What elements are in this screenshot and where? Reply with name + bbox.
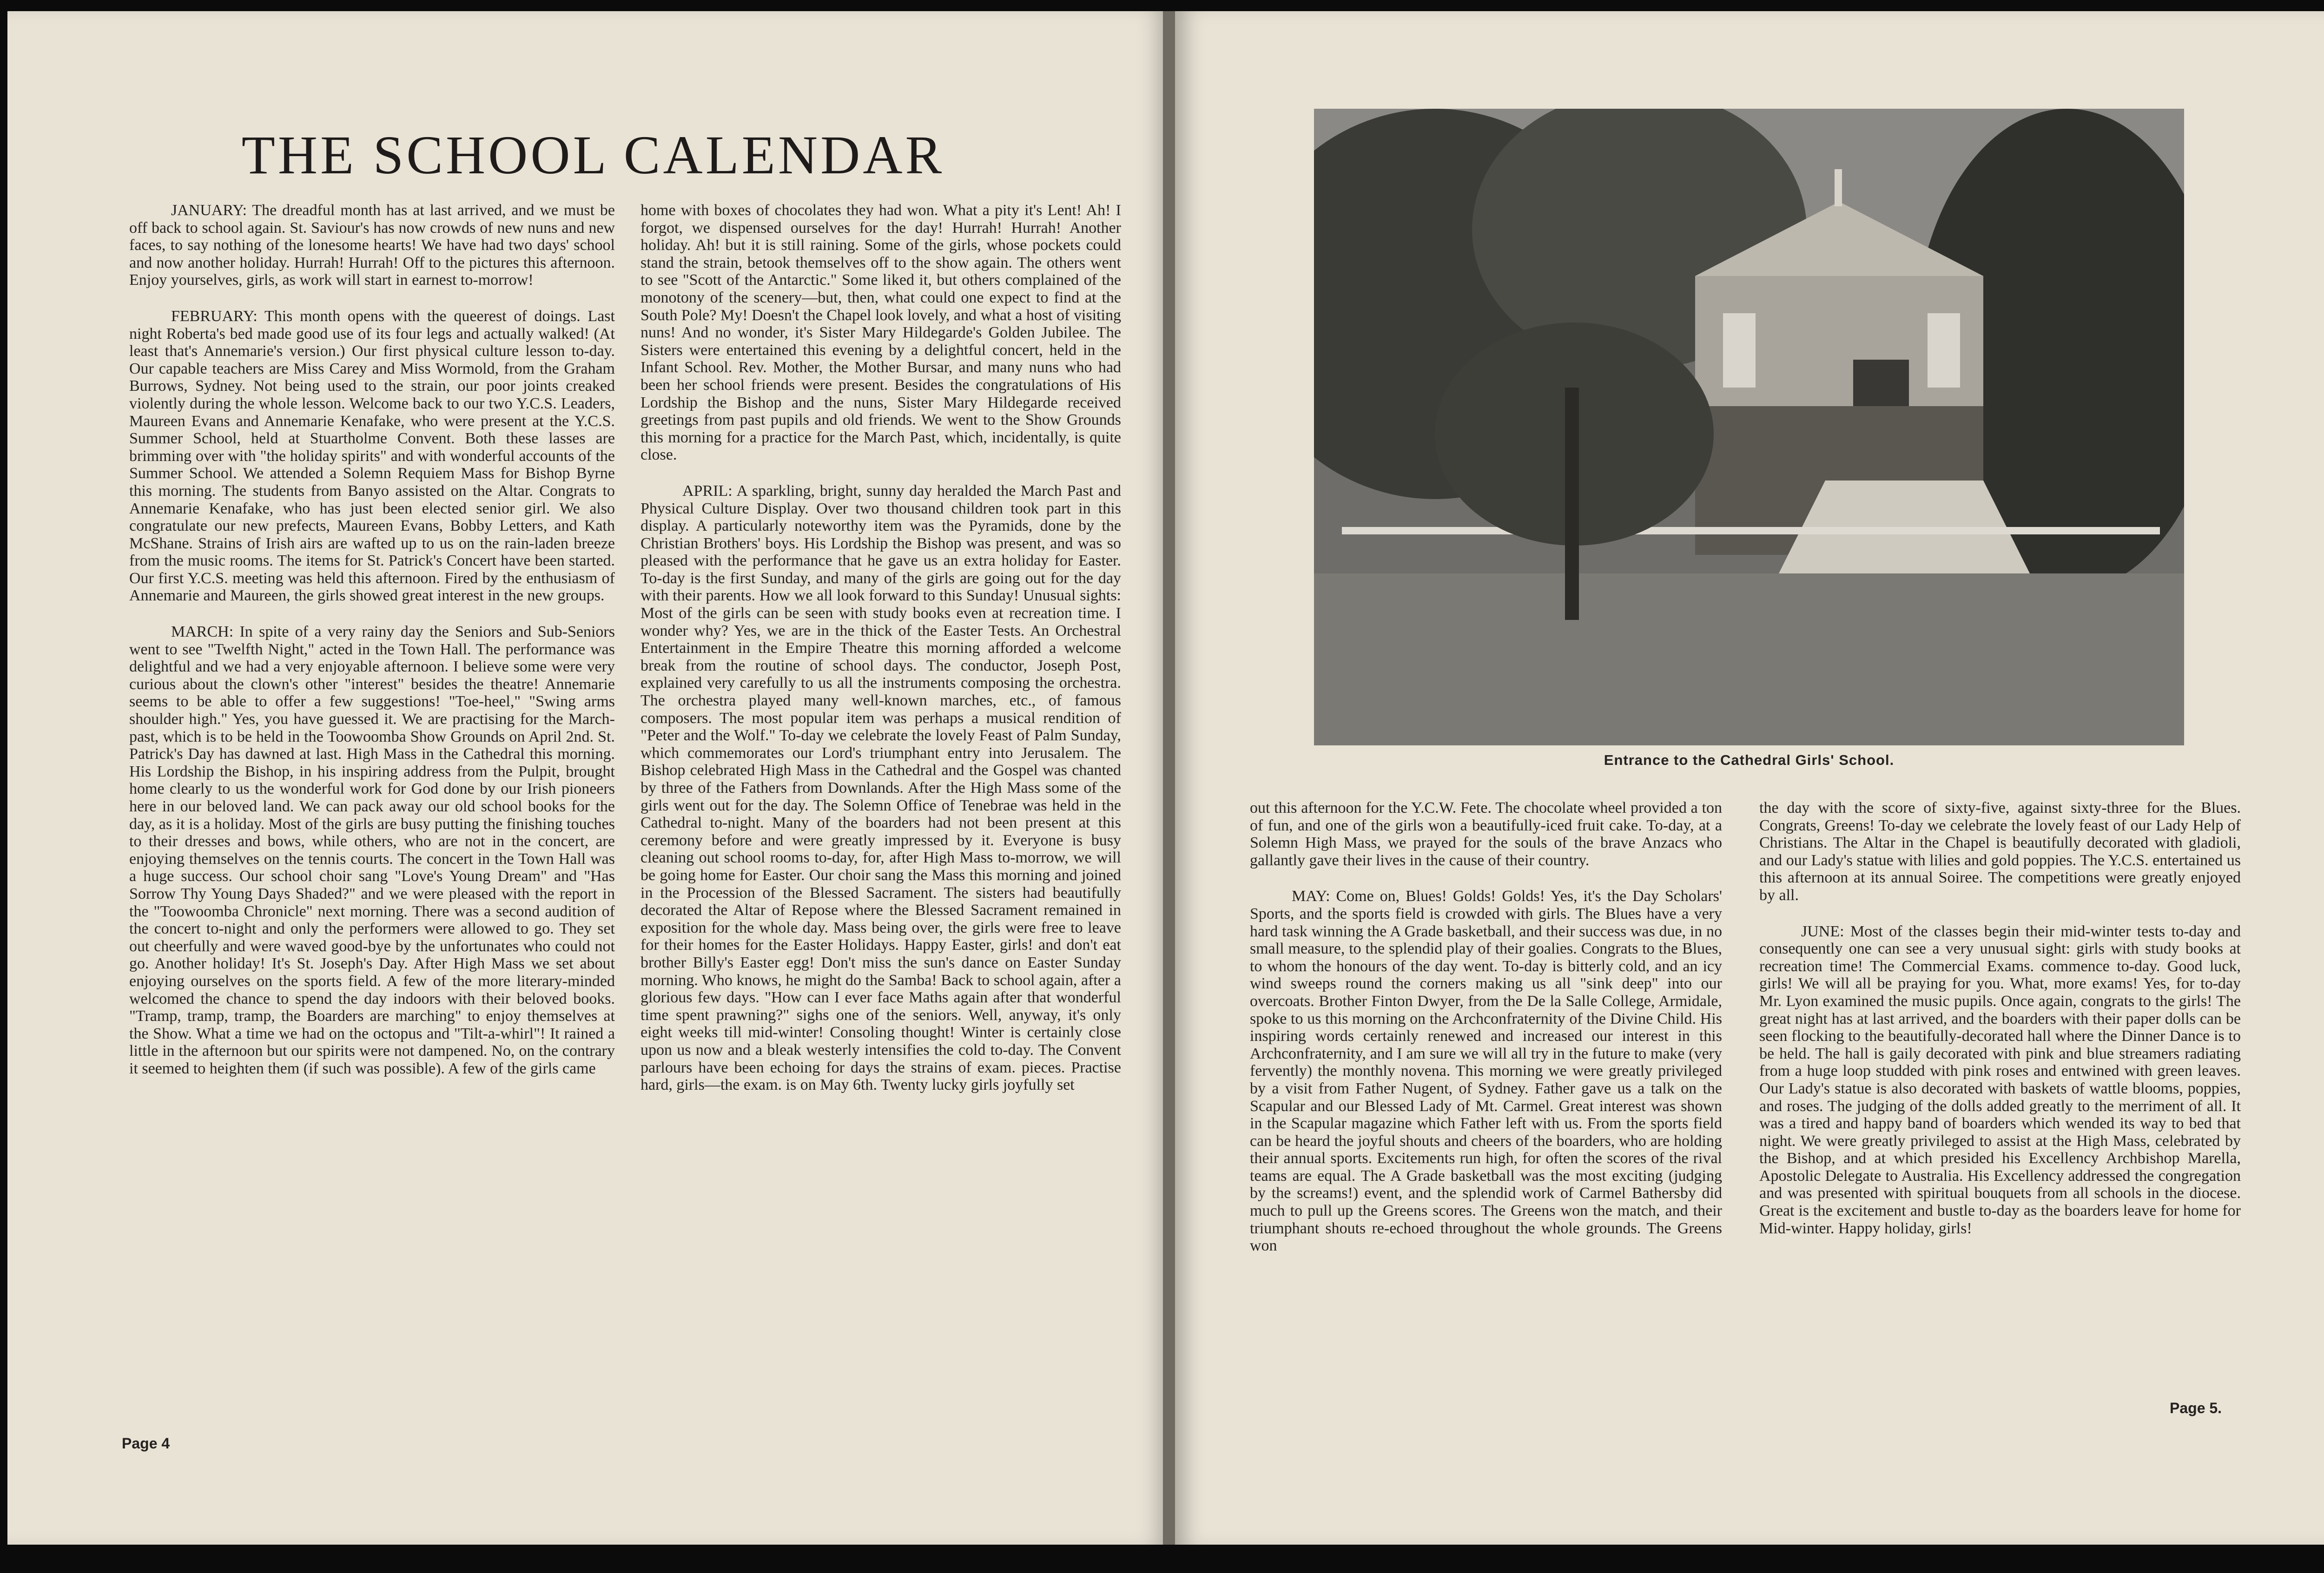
- column-3: [1250, 799, 1722, 1417]
- school-entrance-photo: [1314, 109, 2184, 745]
- paragraph-march-continued: home with boxes of chocolates they had won. What a pity it's Lent! Ah! I forgot, we dispensed ourselves for the day! Hurrah! Hurrah! Another holiday. Ah! but it is still raining. Some of the girls, whose pockets could stand the strain, betook themselves off to the show again. The others went to see "Scott of the Antarctic." Some liked it, but others complained of the monotony of the scenery—but, then, what could one expect to find at the South Pole? My! Doesn't the Chapel look lovely, and what a host of visiting nuns! And no wonder, it's Sister Mary Hildegarde's Golden Jubilee. The Sisters were entertained this evening by a delightful concert, held in the Infant School. Rev. Mother, the Mother Bursar, and many nuns who had been her school friends were present. Besides the congratulations of His Lordship the Bishop and the nuns, Sister Mary Hildegarde received greetings from past pupils and old friends. We went to the Show Grounds this morning for a practice for the March Past, which, incidentally, is quite close.: [640, 202, 1121, 464]
- left-page: [7, 11, 1163, 1545]
- column-4: [1759, 799, 2241, 1385]
- school-entrance-image: [1314, 109, 2184, 745]
- column-2: [640, 202, 1121, 1424]
- column-1: [129, 202, 615, 1419]
- paragraph-april-continued: out this afternoon for the Y.C.W. Fete. The chocolate wheel provided a ton of fun, and one of the girls won a beautifully-iced fruit cake. To-day, at a Solemn High Mass, we prayed for the souls of the brave Anzacs who gallantly gave their lives in the cause of their country.: [1250, 799, 1722, 869]
- spine-gutter: [1163, 11, 1175, 1545]
- paragraph-january: JANUARY: The dreadful month has at last arrived, and we must be off back to school again. St. Saviour's has now crowds of new nuns and new faces, to say nothing of the lonesome hearts! We have had two days' school and now another holiday. Hurrah! Hurrah! Off to the pictures this afternoon. Enjoy yourselves, girls, as work will start in earnest to-morrow!: [129, 202, 615, 289]
- paragraph-march: MARCH: In spite of a very rainy day the Seniors and Sub-Seniors went to see "Twelfth Night," acted in the Town Hall. The performance was delightful and we had a very enjoyable afternoon. I believe some were very curious about the clown's other "interest" besides the theatre! Annemarie seems to be able to offer a few suggestions! "Toe-heel," "Swing arms shoulder high." Yes, you have guessed it. We are practising for the March-past, which is to be held in the Toowoomba Show Grounds on April 2nd. St. Patrick's Day has dawned at last. High Mass in the Cathedral this morning. His Lordship the Bishop, in his inspiring address from the Pulpit, brought home clearly to us the wonderful work for God done by our Irish pioneers here in our beloved land. We can pack away our old school books for the day, as it is a holiday. Most of the girls are busy putting the finishing touches to their dresses and bows, while others, who are not in the concert, are enjoying themselves on the tennis courts. The concert in the Town Hall was a huge success. Our school choir sang "Love's Young Dream" and "Has Sorrow Thy Young Days Shaded?" and we were pleased with the report in the "Toowoomba Chronicle" next morning. There was a second audition of the concert to-night and only the performers were allowed to go. They set out cheerfully and were waved good-bye by the unfortunates who could not go. Another holiday! It's St. Joseph's Day. After High Mass we set about enjoying ourselves on the sports field. A few of the more literary-minded welcomed the chance to spend the day indoors with their beloved books. "Tramp, tramp, tramp, the Boarders are marching" to enjoy themselves at the Show. What a time we had on the octopus and "Tilt-a-whirl"! It rained a little in the afternoon but our spirits were not dampened. No, on the contrary it seemed to heighten them (if such was possible). A few of the girls came: [129, 623, 615, 1077]
- photo-caption: Entrance to the Cathedral Girls' School.: [1604, 752, 1895, 768]
- page-number-left: Page 4: [122, 1435, 170, 1452]
- paragraph-may-continued: the day with the score of sixty-five, against sixty-three for the Blues. Congrats, Greens! To-day we celebrate the lovely feast of our Lady Help of Christians. The Altar in the Chapel is beautifully decorated with gladioli, and our Lady's statue with lilies and gold poppies. The Y.C.S. entertained us this afternoon at its annual Soiree. The competitions were greatly enjoyed by all.: [1759, 799, 2241, 904]
- paragraph-may: MAY: Come on, Blues! Golds! Golds! Yes, it's the Day Scholars' Sports, and the sports field is crowded with girls. The Blues have a very hard task winning the A Grade basketball, and their success was due, in no small measure, to the splendid play of their goalies. Congrats to the Blues, to whom the honours of the day went. To-day is bitterly cold, and an icy wind sweeps round the corners making us all "sink deep" into our overcoats. Brother Finton Dwyer, from the De la Salle College, Armidale, spoke to us this morning on the Archconfraternity of the Divine Child. His inspiring words certainly renewed and increased our interest in this Archconfraternity, and I am sure we will all try in the future to make (very fervently) the monthly novena. This morning we were greatly privileged by a visit from Father Nugent, of Sydney. Father gave us a talk on the Scapular and our Blessed Lady of Mt. Carmel. Great interest was shown in the Scapular magazine which Father left with us. From the sports field can be heard the joyful shouts and cheers of the boarders, who are holding their annual sports. Excitements run high, for often the scores of the rival teams are equal. The A Grade basketball was the most exciting (judging by the screams!) event, and the splendid work of Carmel Bathersby did much to pull up the Greens scores. The Greens won the match, and their triumphant shouts re-echoed throughout the whole grounds. The Greens won: [1250, 888, 1722, 1255]
- paragraph-february: FEBRUARY: This month opens with the queerest of doings. Last night Roberta's bed made good use of its four legs and actually walked! (At least that's Annemarie's version.) Our first physical culture lesson to-day. Our capable teachers are Miss Carey and Miss Wormold, from the Graham Burrows, Sydney. Not being used to the strain, our poor joints creaked violently during the whole lesson. Welcome back to our two Y.C.S. Leaders, Maureen Evans and Annemarie Kenafake, who were present at the Y.C.S. Summer School, held at Stuartholme Convent. Both these lasses are brimming over with "the holiday spirits" and with wonderful accounts of the Summer School. We attended a Solemn Requiem Mass for Bishop Byrne this morning. The students from Banyo assisted on the Altar. Congrats to Annemarie Kenafake, who has just been elected senior girl. We also congratulate our new prefects, Maureen Evans, Bobby Letters, and Kath McShane. Strains of Irish airs are wafted up to us on the rain-laden breeze from the music rooms. The items for St. Patrick's Concert have been started. Our first Y.C.S. meeting was held this afternoon. Fired by the enthusiasm of Annemarie and Maureen, the girls showed great interest in the new groups.: [129, 307, 615, 605]
- page-title: THE SCHOOL CALENDAR: [241, 125, 945, 185]
- page-number-right: Page 5.: [2170, 1400, 2222, 1416]
- paragraph-june: JUNE: Most of the classes begin their mid-winter tests to-day and consequently one can see a very unusual sight: girls with study books at recreation time! The Commercial Exams. commence to-day. Good luck, girls! We will all be praying for you. What, more exams! Yes, for to-day Mr. Lyon examined the music pupils. Once again, congrats to the girls! The great night has at last arrived, and the boarders with their paper dolls can be seen flocking to the beautifully-decorated hall where the Dinner Dance is to be held. The hall is gaily decorated with pink and blue streamers radiating from a huge loop studded with pink roses and entwined with green leaves. Our Lady's statue is also decorated with baskets of wattle blooms, poppies, and roses. The judging of the dolls added greatly to the merriment of all. It was a tired and happy band of boarders which wended its way to bed that night. We were greatly privileged to assist at the High Mass, celebrated by the Bishop, and at which presided his Excellency Archbishop Marella, Apostolic Delegate to Australia. His Excellency addressed the congregation and was presented with spiritual bouquets from all schools in the diocese. Great is the excitement and bustle to-day as the boarders leave for home for Mid-winter. Happy holiday, girls!: [1759, 922, 2241, 1237]
- paragraph-april: APRIL: A sparkling, bright, sunny day heralded the March Past and Physical Culture Display. Over two thousand children took part in this display. A particularly noteworthy item was the Pyramids, done by the Christian Brothers' boys. His Lordship the Bishop was present, and was so pleased with the performance that he gave us an extra holiday for Easter. To-day is the first Sunday, and many of the girls are going out for the day with their parents. How we all look forward to this Sunday! Unusual sights: Most of the girls can be seen with study books even at recreation time. I wonder why? Yes, we are in the thick of the Easter Tests. An Orchestral Entertainment in the Empire Theatre this morning afforded a welcome break from the routine of school days. The conductor, Joseph Post, explained very carefully to us all the instruments composing the orchestra. The orchestra played many well-known marches, etc., of famous composers. The most popular item was perhaps a musical rendition of "Peter and the Wolf." To-day we celebrate the lovely Feast of Palm Sunday, which commemorates our Lord's triumphant entry into Jerusalem. The Bishop celebrated High Mass in the Cathedral and the Gospel was chanted by three of the Fathers from Downlands. After the High Mass some of the girls went out for the day. The Solemn Office of Tenebrae was held in the Cathedral to-night. Many of the boarders had not been present at this ceremony before and were greatly impressed by it. Everyone is busy cleaning out school rooms to-day, for, after High Mass to-morrow, we will be going home for Easter. Our choir sang the Mass this morning and joined in the Procession of the Blessed Sacrament. The sisters had beautifully decorated the Altar of Repose where the Blessed Sacrament remained in exposition for the whole day. Mass being over, the girls were free to leave for their homes for the Easter Holidays. Happy Easter, girls! and don't eat brother Billy's Easter egg! Don't miss the sun's dance on Easter Sunday morning. Who knows, he might do the Samba! Back to school again, after a glorious few days. "How can I ever face Maths again after that wonderful time spent prawning?" sighs one of the seniors. Well, anyway, it's only eight weeks till mid-winter! Consoling thought! Winter is certainly close upon us now and a bleak westerly intensifies the cold to-day. The Convent parlours have been echoing for days the strains of exam. pieces. Practise hard, girls—the exam. is on May 6th. Twenty lucky girls joyfully set: [640, 482, 1121, 1094]
